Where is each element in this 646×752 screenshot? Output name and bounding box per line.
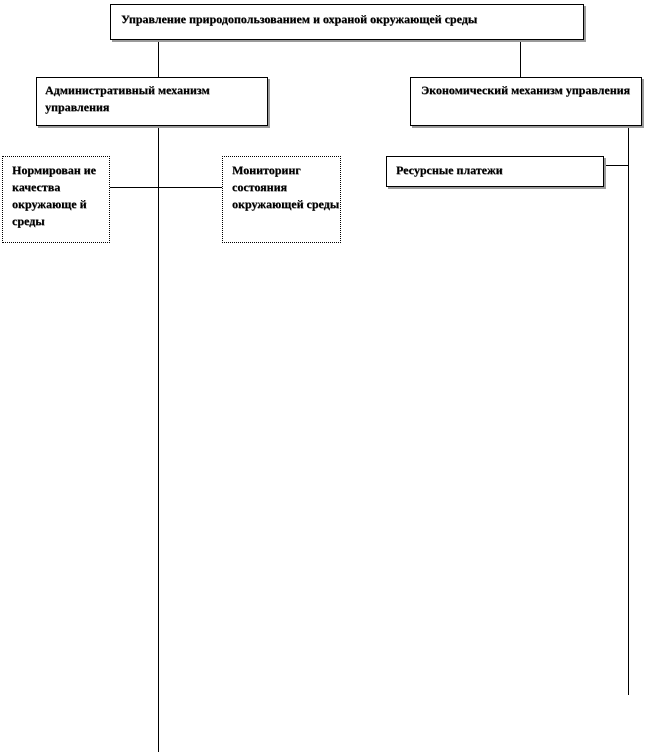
admin-mechanism-label: Административный механизм управления [45, 83, 210, 114]
normirovanie-node [2, 156, 110, 243]
econ-mechanism-node [410, 77, 642, 126]
econ-connector-to-payments [604, 165, 628, 166]
connector-root-to-admin [158, 39, 159, 77]
admin-mechanism-node [36, 77, 268, 126]
econ-spine-line [628, 125, 629, 695]
econ-mechanism-label: Экономический механизм управления [421, 83, 631, 97]
monitoring-node [222, 156, 341, 243]
resource-payments-node [386, 156, 604, 187]
resource-payments-label: Ресурсные платежи [396, 163, 503, 177]
root-node [110, 4, 584, 40]
monitoring-label: Мониторинг состояния окружающей среды [232, 163, 340, 211]
normirovanie-label: Нормирован ие качества окружающе й среды [12, 163, 96, 228]
admin-horizontal-connector [110, 187, 222, 188]
admin-spine-line [158, 125, 159, 752]
root-node-label: Управление природопользованием и охраной окружающей среды [121, 12, 478, 26]
connector-root-to-econ [520, 39, 521, 77]
